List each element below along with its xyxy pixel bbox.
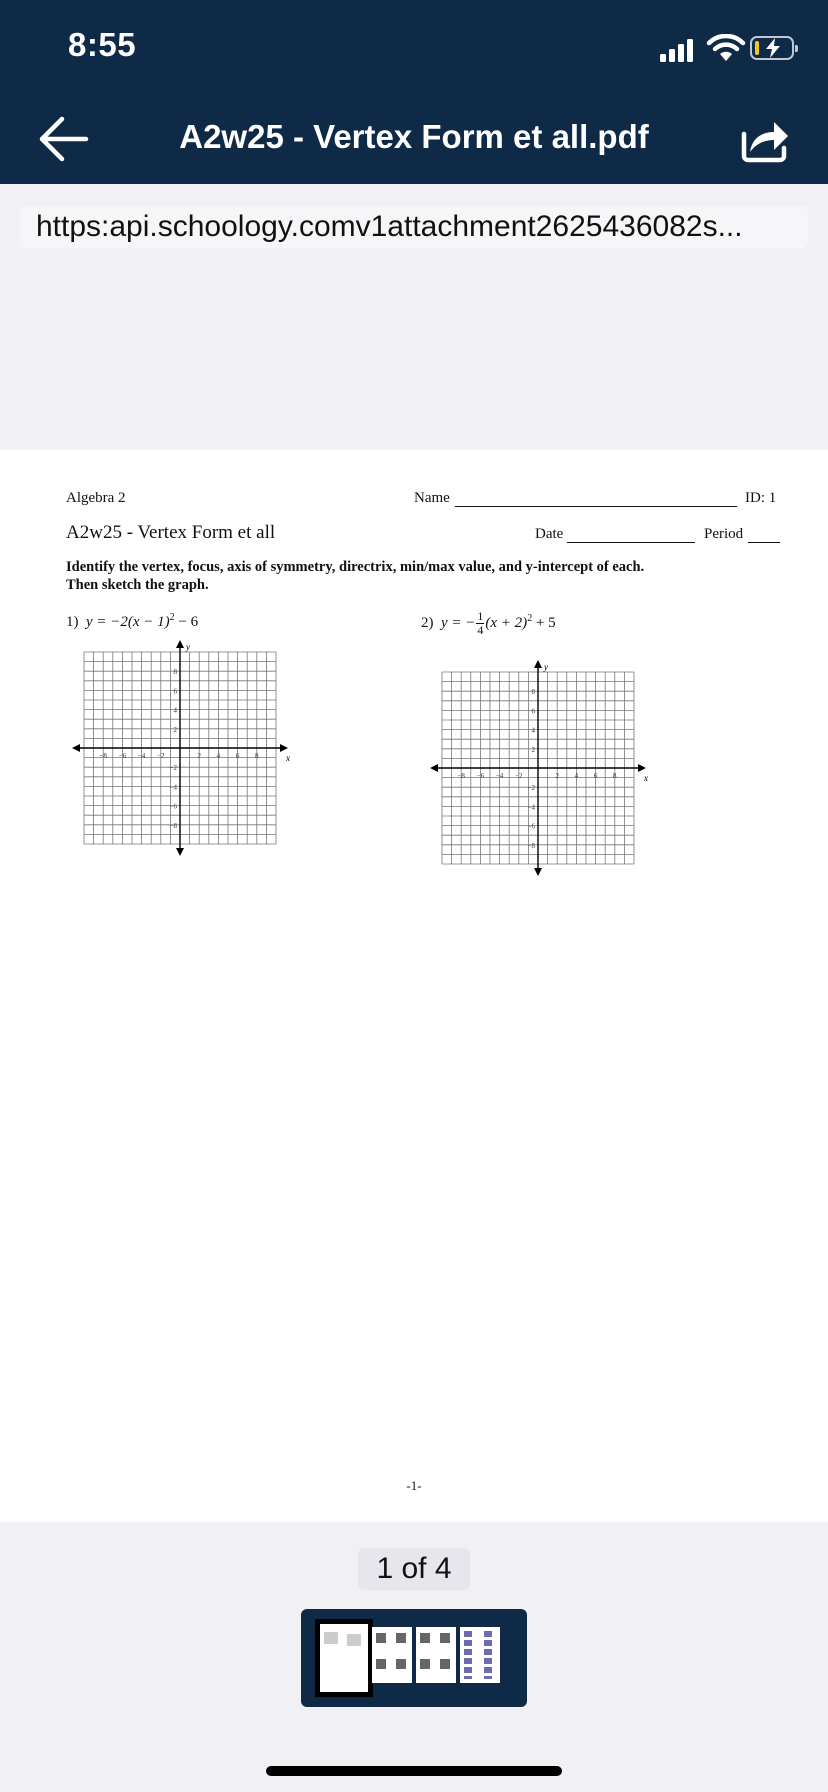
y-tick-label: −8 [527,841,535,850]
problem-2-fraction: $\frac{1}{4}$ [477,609,484,637]
y-tick-label: 4 [531,726,535,735]
battery-charging-icon [750,36,794,60]
x-tick-label: −2 [515,772,523,780]
home-indicator[interactable] [266,1766,562,1776]
problem-1-rhs: − 6 [174,614,199,630]
page-thumbnail-1[interactable] [320,1624,368,1692]
y-tick-label: −2 [527,784,535,793]
y-tick-label: 2 [531,745,535,754]
y-axis-label: y [186,642,190,652]
y-axis-label: y [544,662,548,672]
page-thumbnail-2[interactable] [372,1627,412,1683]
url-field[interactable]: https:api.schoology.comv1attachment2625436082s... [20,206,808,248]
y-tick-label: 8 [531,688,535,697]
y-tick-label: −6 [169,802,177,811]
x-tick-label: 2 [555,772,559,780]
page-indicator: 1 of 4 [358,1548,470,1590]
y-tick-label: −4 [527,803,535,812]
x-tick-label: 8 [255,752,259,760]
x-tick-label: −4 [495,772,504,780]
y-tick-label: 2 [173,725,177,734]
coordinate-grid-2 [426,660,654,894]
coordinate-grid-1 [68,640,296,874]
y-tick-label: 8 [173,668,177,677]
x-tick-label: 4 [216,752,221,760]
problem-2-rhs: + 5 [532,615,556,631]
back-button[interactable] [38,116,90,162]
x-tick-label: −8 [99,752,107,760]
page-thumbnail-4[interactable] [460,1627,500,1683]
y-tick-label: −4 [169,783,177,792]
problem-1-number: 1) [66,614,79,630]
period-label: Period [704,526,744,542]
problem-2-number: 2) [421,615,434,631]
arrow-left-icon [42,119,86,159]
problem-1-lhs: y = −2(x − 1) [86,614,170,630]
x-axis-arrow-right [280,744,288,752]
x-axis-label: x [286,753,290,763]
pdf-page [0,450,828,1522]
x-axis-arrow-left [430,764,438,772]
x-axis-label: x [644,773,648,783]
problem-2 [421,610,556,637]
x-tick-label: −4 [137,752,146,760]
problem-1 [66,612,198,631]
cellular-signal-icon [660,38,700,62]
name-blank [455,506,737,507]
x-axis-arrow-left [72,744,80,752]
wifi-icon [706,34,746,64]
instructions-line-2: Then sketch the graph. [66,577,209,593]
problem-2-lhs: y = − [441,615,476,631]
x-tick-label: 8 [613,772,617,780]
x-tick-label: 6 [593,772,598,780]
y-tick-label: −8 [169,821,177,830]
id-label: ID: 1 [745,490,777,506]
x-tick-label: −8 [457,772,465,780]
status-time: 8:55 [68,26,137,63]
y-tick-label: −6 [527,822,535,831]
page-footer: -1- [406,1478,422,1493]
x-tick-label: 2 [197,752,201,760]
x-tick-label: 6 [235,752,240,760]
date-label: Date [535,526,564,542]
x-tick-label: −2 [157,752,165,760]
problem-2-middle: (x + 2) [485,615,528,631]
subject-label: Algebra 2 [66,490,126,506]
app-header [0,0,828,184]
x-axis-arrow-right [638,764,646,772]
y-tick-label: 6 [173,687,177,696]
x-tick-label: −6 [118,752,127,760]
y-tick-label: −2 [169,764,177,773]
y-axis-arrow-up [534,660,542,668]
period-blank [748,542,780,543]
date-blank [567,542,695,543]
name-label: Name [414,490,450,506]
y-tick-label: 4 [173,706,177,715]
y-axis-arrow-up [176,640,184,648]
y-tick-label: 6 [531,707,535,716]
share-button[interactable] [738,116,790,164]
instructions-line-1: Identify the vertex, focus, axis of symmetry, directrix, min/max value, and y-intercept of each. [66,559,645,575]
x-tick-label: 4 [574,772,579,780]
document-title: A2w25 - Vertex Form et all.pdf [179,118,649,155]
x-tick-label: −6 [476,772,485,780]
worksheet-title: A2w25 - Vertex Form et all [66,522,276,543]
instructions [66,558,756,594]
page-thumbnail-strip [301,1609,527,1707]
y-axis-arrow-down [176,848,184,856]
problem-1-exponent: 2 [169,612,175,623]
y-axis-arrow-down [534,868,542,876]
page-thumbnail-3[interactable] [416,1627,456,1683]
share-icon [744,122,788,160]
problem-2-exponent: 2 [527,612,533,624]
